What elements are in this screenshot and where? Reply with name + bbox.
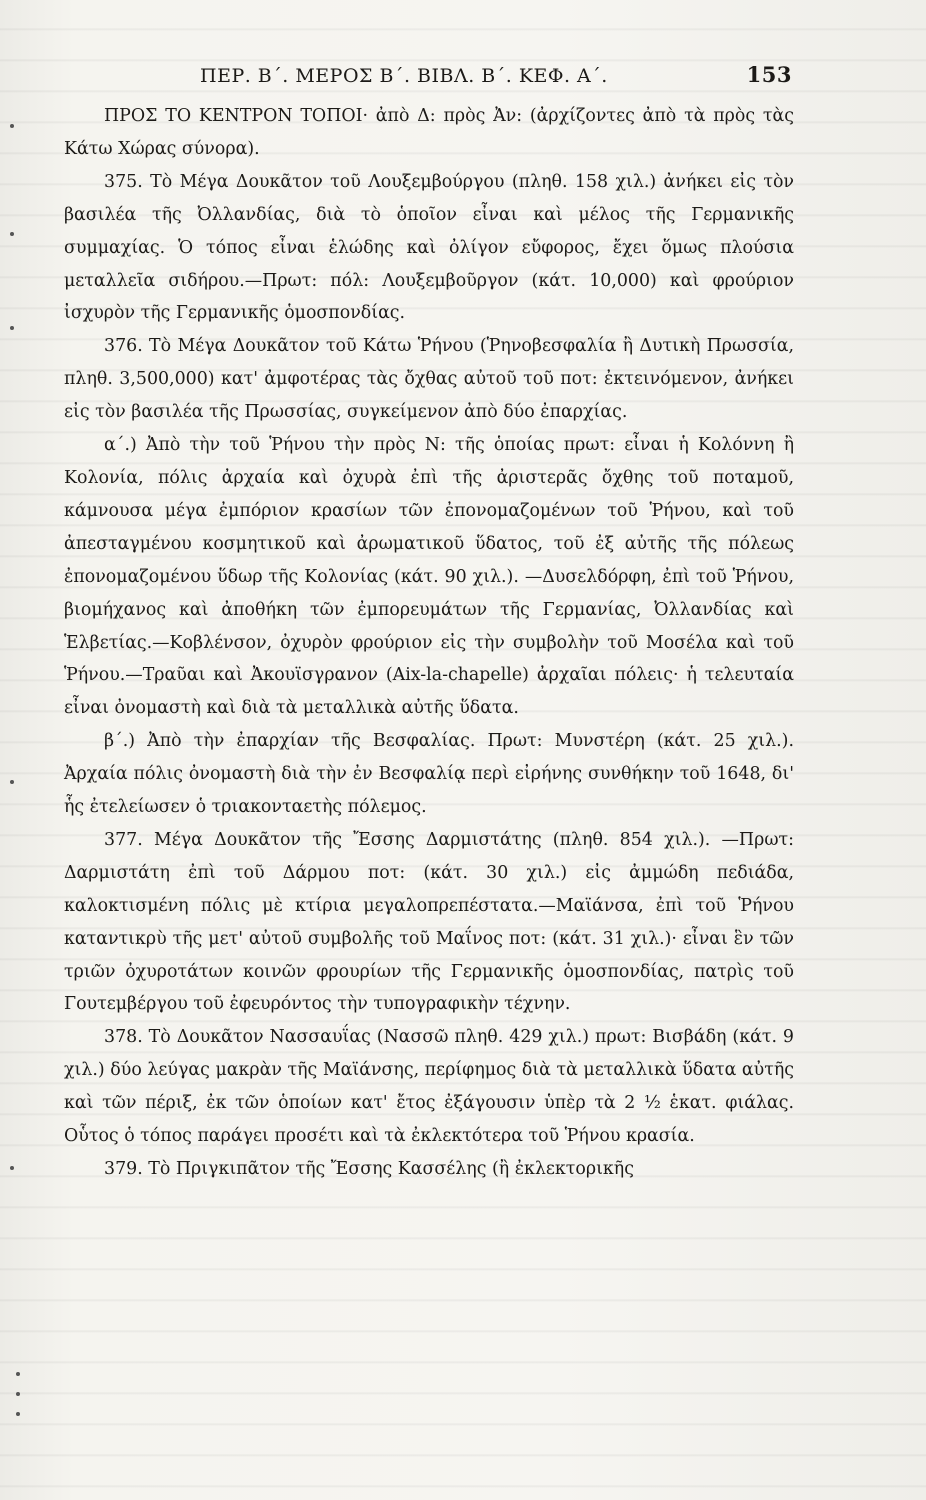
margin-mark	[10, 124, 14, 128]
paragraph-376: 376. Τὸ Μέγα Δουκᾶτον τοῦ Κάτω Ῥήνου (Ῥηνοβεσφαλία ἢ Δυτικὴ Πρωσσία, πληθ. 3,500,000) κατ' ἀμφοτέρας τὰς ὄχθας αὐτοῦ τοῦ ποτ: ἐκτεινόμενον, ἀνήκει εἰς τὸν βασιλέα τῆς Πρωσσίας, συγκείμενον ἀπὸ δύο ἐπαρχίας.	[64, 336, 794, 423]
paragraph-379: 379. Τὸ Πριγκιπᾶτον τῆς Ἔσσης Κασσέλης (ἢ ἐκλεκτορικῆς	[104, 1159, 634, 1179]
margin-mark	[10, 232, 14, 236]
body-text	[64, 100, 794, 1186]
margin-mark	[16, 1372, 20, 1376]
margin-mark	[16, 1392, 20, 1396]
paragraph-section-heading: ΠΡΟΣ ΤΟ ΚΕΝΤΡΟΝ ΤΟΠΟΙ· ἀπὸ Δ: πρὸς Ἀν: (ἀρχίζοντες ἀπὸ τὰ πρὸς τὰς Κάτω Χώρας σύνορα).	[64, 106, 794, 159]
margin-mark	[10, 326, 14, 330]
paragraph-376-b: β΄.) Ἀπὸ τὴν ἐπαρχίαν τῆς Βεσφαλίας. Πρωτ: Μυνστέρη (κάτ. 25 χιλ.). Ἀρχαία πόλις ὀνομαστὴ διὰ τὴν ἐν Βεσφαλίᾳ περὶ εἰρήνης συνθήκην τοῦ 1648, δι' ἧς ἐτελείωσεν ὁ τριακονταετὴς πόλεμος.	[64, 731, 794, 818]
paragraph-376-a: α΄.) Ἀπὸ τὴν τοῦ Ῥήνου τὴν πρὸς Ν: τῆς ὁποίας πρωτ: εἶναι ἡ Κολόννη ἢ Κολονία, πόλις ἀρχαία καὶ ὀχυρὰ ἐπὶ τῆς ἀριστερᾶς ὄχθης τοῦ ποταμοῦ, κάμνουσα μέγα ἐμπόριον κρασίων τῶν ἐπονομαζομένων τοῦ Ῥήνου, καὶ τοῦ ἀπεσταγμένου κοσμητικοῦ καὶ ἀρωματικοῦ ὕδατος, τοῦ ἐξ αὐτῆς τῆς πόλεως ἐπονομαζομένου ὕδωρ τῆς Κολονίας (κάτ. 90 χιλ.). —Δυσελδόρφη, ἐπὶ τοῦ Ῥήνου, βιομήχανος καὶ ἀποθήκη τῶν ἐμπορευμάτων τῆς Γερμανίας, Ὀλλανδίας καὶ Ἑλβετίας.—Κοβλένσον, ὀχυρὸν φρούριον εἰς τὴν συμβολὴν τοῦ Μοσέλα καὶ τοῦ Ῥήνου.—Τραῦαι καὶ Ἀκουϊσγρανον (Aix-la-chapelle) ἀρχαῖαι πόλεις· ἡ τελευταία εἶναι ὀνομαστὴ καὶ διὰ τὰ μεταλλικὰ αὐτῆς ὕδατα.	[64, 435, 794, 719]
margin-mark	[10, 1166, 14, 1170]
running-title: ΠΕΡ. Β΄. ΜΕΡΟΣ Β΄. ΒΙΒΛ. Β΄. ΚΕΦ. Α΄.	[200, 65, 608, 87]
paragraph-375: 375. Τὸ Μέγα Δουκᾶτον τοῦ Λουξεμβούργου (πληθ. 158 χιλ.) ἀνήκει εἰς τὸν βασιλέα τῆς Ὀλλανδίας, διὰ τὸ ὁποῖον εἶναι καὶ μέλος τῆς Γερμανικῆς συμμαχίας. Ὁ τόπος εἶναι ἑλώδης καὶ ὀλίγον εὔφορος, ἔχει ὅμως πλούσια μεταλλεῖα σιδήρου.—Πρωτ: πόλ: Λουξεμβοῦργον (κάτ. 10,000) καὶ φρούριον ἰσχυρὸν τῆς Γερμανικῆς ὁμοσπονδίας.	[64, 171, 794, 324]
margin-mark	[10, 780, 14, 784]
margin-mark	[16, 1412, 20, 1416]
paragraph-378: 378. Τὸ Δουκᾶτον Νασσαυΐας (Νασσῶ πληθ. 429 χιλ.) πρωτ: Βισβάδη (κάτ. 9 χιλ.) δύο λεύγας μακρὰν τῆς Μαϊάνσης, περίφημος διὰ τὰ μεταλλικὰ ὕδατα αὐτῆς καὶ τῶν πέριξ, ἐκ τῶν ὁποίων κατ' ἔτος ἐξάγουσιν ὑπὲρ τὰ 2 ½ ἑκατ. φιάλας. Οὗτος ὁ τόπος παράγει προσέτι καὶ τὰ ἐκλεκτότερα τοῦ Ῥήνου κρασία.	[64, 1027, 794, 1147]
running-head	[200, 62, 792, 92]
page-number: 153	[746, 62, 792, 87]
paragraph-377: 377. Μέγα Δουκᾶτον τῆς Ἔσσης Δαρμιστάτης (πληθ. 854 χιλ.). —Πρωτ: Δαρμιστάτη ἐπὶ τοῦ Δάρμου ποτ: (κάτ. 30 χιλ.) εἰς ἀμμώδη πεδιάδα, καλοκτισμένη πόλις μὲ κτίρια μεγαλοπρεπέστατα.—Μαϊάνσα, ἐπὶ τοῦ Ῥήνου καταντικρὺ τῆς μετ' αὐτοῦ συμβολῆς τοῦ Μαΐνος ποτ: (κάτ. 31 χιλ.)· εἶναι ἓν τῶν τριῶν ὀχυροτάτων κοινῶν φρουρίων τῆς Γερμανικῆς ὁμοσπονδίας, πατρὶς τοῦ Γουτεμβέργου τοῦ ἐφευρόντος τὴν τυπογραφικὴν τέχνην.	[64, 829, 794, 1015]
